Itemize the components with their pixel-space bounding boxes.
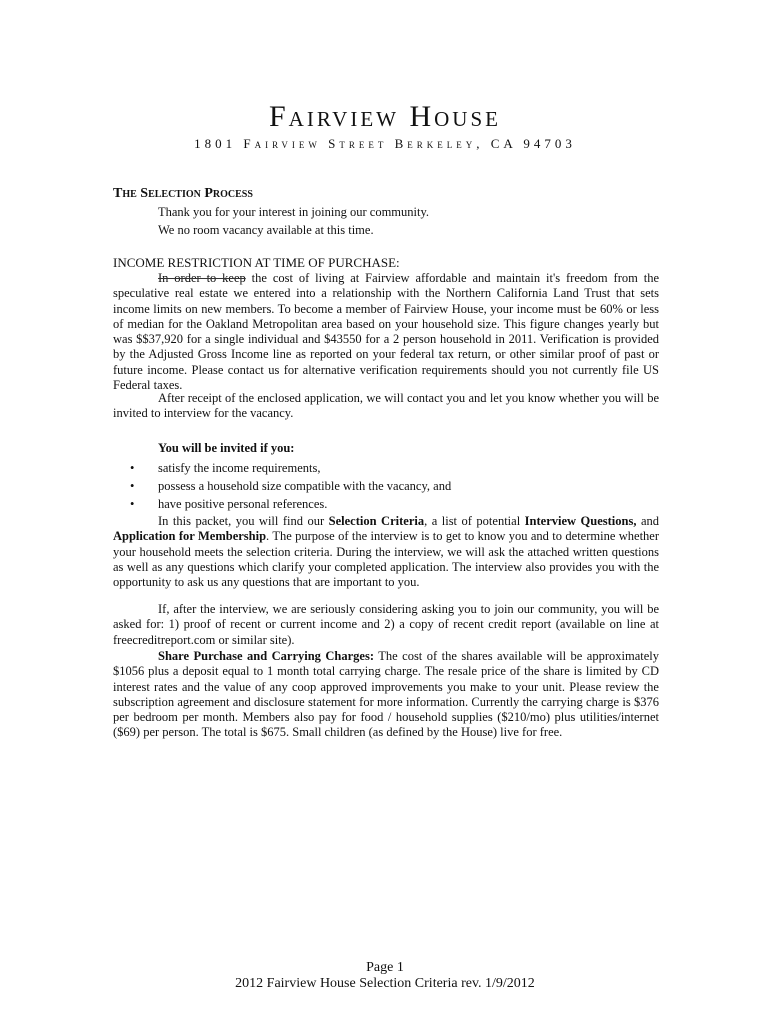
- share-purchase-paragraph: [113, 649, 659, 741]
- share-purchase-text: The cost of the shares available will be approximately $1056 plus a deposit equal to 1 month total carrying charge. The resale price of the share is limited by CD interest rates and the value of any coop approved improvements you make to your unit. Please review the subscription agreement and disclosure statement for more information. Currently the carrying charge is $376 per bedroom per month. Members also pay for food / household supplies ($210/mo) plus utilities/internet ($69) per person. The total is $675. Small children (as defined by the House) live for free.: [113, 649, 659, 740]
- page-number: Page 1: [366, 960, 404, 975]
- interview-questions-term: Interview Questions,: [524, 514, 637, 528]
- interview-text: If, after the interview, we are seriously considering asking you to join our community, you will be asked for: 1) proof of recent or current income and 2) a copy of recent credit report (available on line at freecreditreport.com or similar site).: [113, 602, 659, 647]
- bullet-icon: •: [130, 479, 135, 493]
- invite-criteria-list: [113, 459, 451, 513]
- invite-heading: You will be invited if you:: [158, 441, 295, 455]
- document-address: 1801 Fairview Street Berkeley, CA 94703: [194, 136, 576, 151]
- selection-process-heading: The Selection Process: [113, 186, 253, 201]
- income-restriction-paragraph: [113, 271, 659, 393]
- thank-you-line: Thank you for your interest in joining our community.: [158, 205, 430, 219]
- list-item: • possess a household size compatible with the vacancy, and: [130, 479, 452, 493]
- revision-footer: 2012 Fairview House Selection Criteria rev. 1/9/2012: [235, 976, 535, 991]
- selection-criteria-term: Selection Criteria: [328, 514, 425, 528]
- after-receipt-text: After receipt of the enclosed application, we will contact you and let you know whether you will be invited to interview for the vacancy.: [113, 391, 659, 421]
- income-paragraph-text: the cost of living at Fairview affordable and maintain it's freedom from the speculative real estate we entered into a relationship with the Northern California Land Trust that sets income limits on new members. To become a member of Fairview House, your income must be 60% or less of median for the Oakland Metropolitan area based on your household size. This figure changes yearly but was $$37,920 for a single individual and $43550 for a 2 person household in 2011. Verification is provided by the Adjusted Gross Income line as reported on your federal tax return, or other similar proof of past or future income. Please contact us for alternative verification requirements should you not currently file US Federal taxes.: [113, 271, 659, 393]
- after-receipt-paragraph: [113, 391, 659, 422]
- struck-text: In order to keep: [158, 271, 246, 285]
- list-item: • have positive personal references.: [130, 497, 328, 511]
- interview-paragraph: [113, 602, 659, 648]
- income-restriction-heading: INCOME RESTRICTION AT TIME OF PURCHASE:: [113, 255, 400, 270]
- bullet-icon: •: [130, 461, 135, 475]
- document-title: Fairview House: [269, 100, 501, 133]
- list-item: • satisfy the income requirements,: [130, 461, 321, 475]
- vacancy-line: We no room vacancy available at this time.: [158, 223, 374, 237]
- packet-paragraph: In this packet, you will find our Selection Criteria, a list of potential Interview Questions, and Application for Membership. The purpose of the interview is to get to know you and to determine whether your household meets the selection criteria. During the interview, we will ask the attached written questions as well as any questions which clarify your completed application. The interview also provides you with the opportunity to ask us any questions that are important to you.: [113, 514, 659, 590]
- share-purchase-heading: Share Purchase and Carrying Charges:: [158, 649, 375, 663]
- application-term: Application for Membership: [113, 529, 267, 544]
- bullet-icon: •: [130, 497, 135, 511]
